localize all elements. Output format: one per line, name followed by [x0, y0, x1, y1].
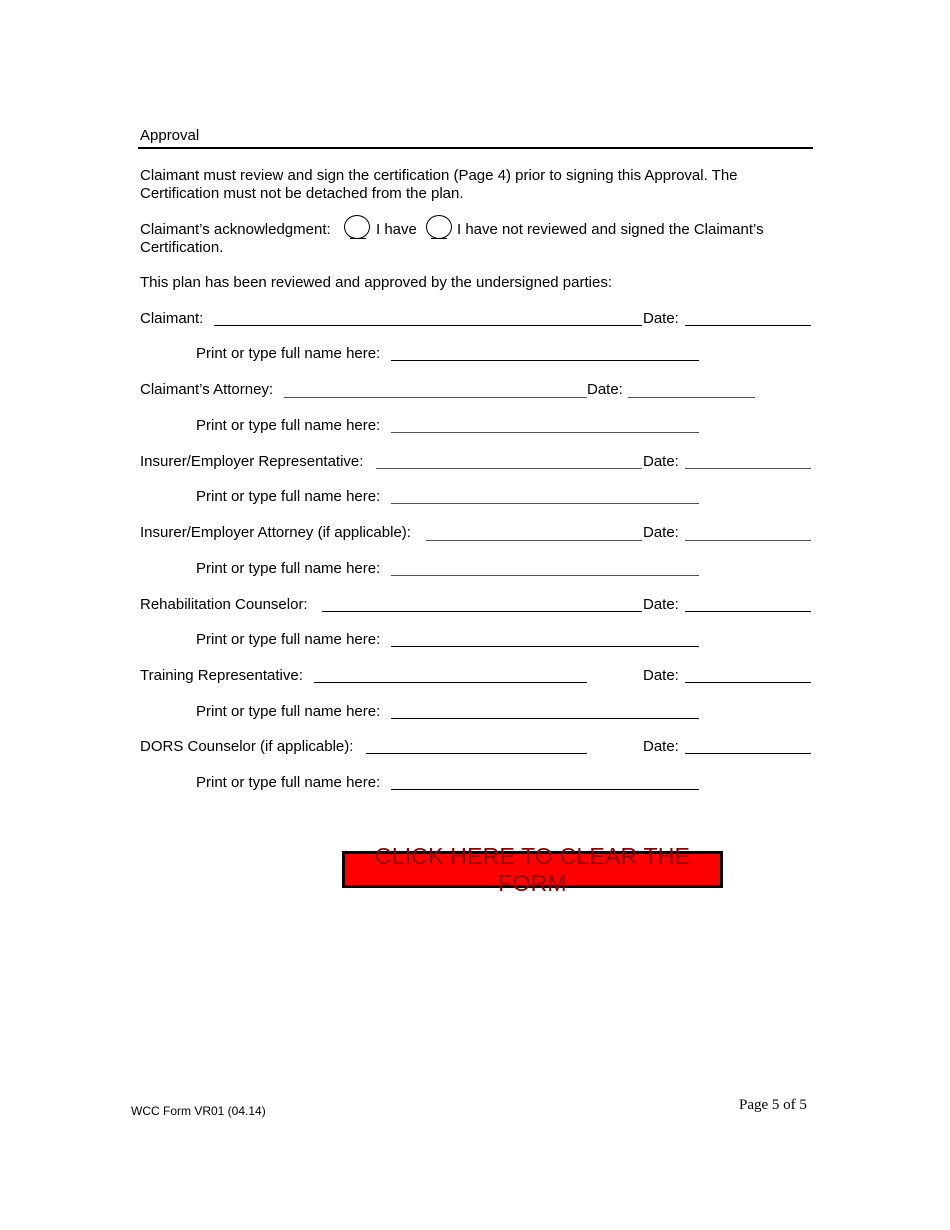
insurer-rep-label: Insurer/Employer Representative: [140, 453, 364, 470]
section-title: Approval [140, 127, 200, 144]
option-i-have-label: I have [376, 221, 417, 238]
radio-i-have-not[interactable] [426, 215, 452, 239]
insurer-rep-signature-field[interactable] [376, 468, 642, 469]
insurer-rep-print-name-field[interactable] [391, 503, 699, 504]
training-rep-label: Training Representative: [140, 667, 303, 684]
claimant-label: Claimant: [140, 310, 204, 327]
claimant-date-field[interactable] [685, 325, 811, 326]
insurer-attorney-signature-field[interactable] [426, 540, 642, 541]
insurer-attorney-print-label: Print or type full name here: [196, 560, 381, 577]
rehab-counselor-date-field[interactable] [685, 611, 811, 612]
claimant-attorney-print-name-field[interactable] [391, 432, 699, 433]
option-i-have-not-label: I have not reviewed and signed the Claimant’s [457, 221, 764, 238]
dors-counselor-print-name-field[interactable] [391, 789, 699, 790]
radio-i-have-underline [350, 238, 366, 239]
training-rep-signature-field[interactable] [314, 682, 587, 683]
claimant-attorney-label: Claimant’s Attorney: [140, 381, 274, 398]
claimant-attorney-date-field[interactable] [628, 397, 755, 398]
review-statement: This plan has been reviewed and approved by the undersigned parties: [140, 274, 612, 291]
form-id: WCC Form VR01 (04.14) [131, 1104, 266, 1118]
clear-form-button[interactable]: CLICK HERE TO CLEAR THE FORM [342, 851, 723, 888]
insurer-rep-print-label: Print or type full name here: [196, 488, 381, 505]
training-rep-date-label: Date: [643, 667, 679, 684]
dors-counselor-date-field[interactable] [685, 753, 811, 754]
radio-i-have-not-underline [431, 238, 447, 239]
rehab-counselor-label: Rehabilitation Counselor: [140, 596, 308, 613]
insurer-attorney-date-field[interactable] [685, 540, 811, 541]
claimant-print-name-field[interactable] [391, 360, 699, 361]
rehab-counselor-signature-field[interactable] [322, 611, 642, 612]
insurer-attorney-label: Insurer/Employer Attorney (if applicable): [140, 524, 411, 541]
page-number: Page 5 of 5 [739, 1097, 807, 1113]
claimant-attorney-signature-field[interactable] [284, 397, 587, 398]
rehab-counselor-print-label: Print or type full name here: [196, 631, 381, 648]
claimant-print-label: Print or type full name here: [196, 345, 381, 362]
insurer-rep-date-field[interactable] [685, 468, 811, 469]
intro-text: Claimant must review and sign the certification (Page 4) prior to signing this Approval. The Certification must not be detached from the plan. [140, 167, 738, 202]
acknowledgment-label: Claimant’s acknowledgment: [140, 221, 331, 238]
rehab-counselor-print-name-field[interactable] [391, 646, 699, 647]
claimant-date-label: Date: [643, 310, 679, 327]
training-rep-print-label: Print or type full name here: [196, 703, 381, 720]
training-rep-date-field[interactable] [685, 682, 811, 683]
radio-i-have[interactable] [344, 215, 370, 239]
training-rep-print-name-field[interactable] [391, 718, 699, 719]
dors-counselor-date-label: Date: [643, 738, 679, 755]
rehab-counselor-date-label: Date: [643, 596, 679, 613]
dors-counselor-label: DORS Counselor (if applicable): [140, 738, 354, 755]
dors-counselor-print-label: Print or type full name here: [196, 774, 381, 791]
claimant-attorney-date-label: Date: [587, 381, 623, 398]
insurer-attorney-date-label: Date: [643, 524, 679, 541]
claimant-attorney-print-label: Print or type full name here: [196, 417, 381, 434]
acknowledgment-continuation: Certification. [140, 239, 224, 256]
section-divider [138, 147, 813, 149]
insurer-rep-date-label: Date: [643, 453, 679, 470]
dors-counselor-signature-field[interactable] [366, 753, 587, 754]
insurer-attorney-print-name-field[interactable] [391, 575, 699, 576]
claimant-signature-field[interactable] [214, 325, 642, 326]
